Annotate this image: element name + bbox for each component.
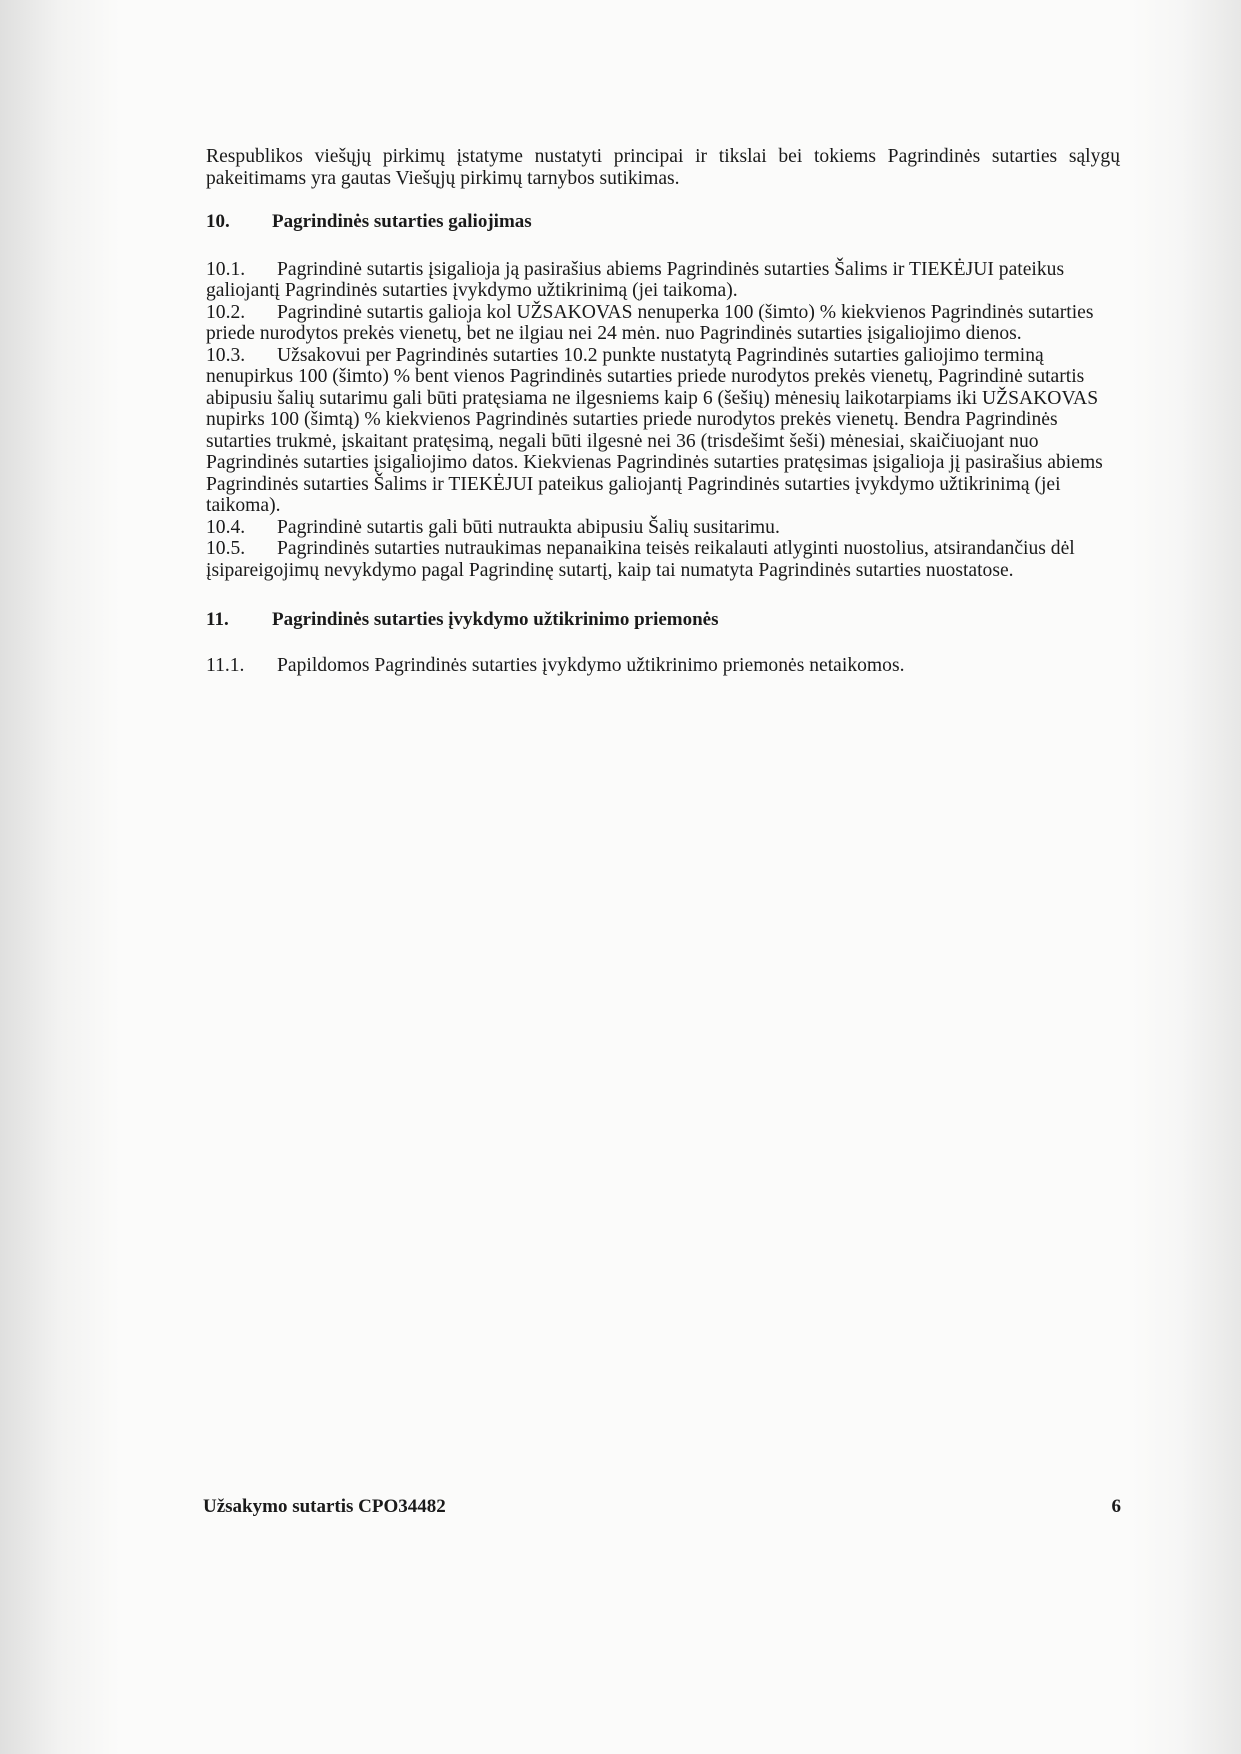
clause-11-1 xyxy=(206,655,1120,677)
clause-text: Pagrindinė sutartis įsigalioja ją pasirašius abiems Pagrindinės sutarties Šalims ir TIEKĖJUI pateikus galiojantį Pagrindinės sutarties įvykdymo užtikrinimą (jei taikoma). xyxy=(206,258,1065,301)
clause-10-5 xyxy=(206,538,1120,581)
section-10-title: Pagrindinės sutarties galiojimas xyxy=(272,211,532,232)
scan-edge-right xyxy=(1131,0,1241,1754)
clause-10-4 xyxy=(206,517,1120,539)
footer-page-number: 6 xyxy=(1111,1496,1121,1517)
document-body xyxy=(206,146,1120,676)
clause-number: 10.5. xyxy=(206,538,246,559)
clause-text: Pagrindinės sutarties nutraukimas nepanaikina teisės reikalauti atlyginti nuostolius, atsirandančius dėl įsipareigojimų nevykdymo pagal Pagrindinę sutartį, kaip tai numatyta Pagrindinės sutarties nuostatose. xyxy=(206,538,1075,581)
clause-text: Užsakovui per Pagrindinės sutarties 10.2 punkte nustatytą Pagrindinės sutarties galiojimo terminą nenupirkus 100 (šimto) % bent vienos Pagrindinės sutarties priede nurodytos prekės vienetų, Pagrindinė sutartis abipusiu šalių sutarimu gali būti pratęsiama ne ilgesniems kaip 6 (šešių) mėnesių laikotarpiams iki UŽSAKOVAS nupirks 100 (šimtą) % kiekvienos Pagrindinės sutarties priede nurodytos prekės vienetų. Bendra Pagrindinės sutarties trukmė, įskaitant pratęsimą, negali būti ilgesnė nei 36 (trisdešimt šeši) mėnesiai, skaičiuojant nuo Pagrindinės sutarties įsigaliojimo datos. Kiekvienas Pagrindinės sutarties pratęsimas įsigalioja jį pasirašius abiems Pagrindinės sutarties Šalims ir TIEKĖJUI pateikus galiojantį Pagrindinės sutarties įvykdymo užtikrinimą (jei taikoma). xyxy=(206,344,1103,516)
clause-number: 11.1. xyxy=(206,654,245,676)
section-11-number: 11. xyxy=(206,609,229,630)
footer-contract-label: Užsakymo sutartis CPO34482 xyxy=(203,1496,446,1517)
scan-edge-left xyxy=(0,0,120,1754)
clause-text: Papildomos Pagrindinės sutarties įvykdymo užtikrinimo priemonės netaikomos. xyxy=(277,654,905,676)
clause-text: Pagrindinė sutartis galioja kol UŽSAKOVAS nenuperka 100 (šimto) % kiekvienos Pagrindinės sutarties priede nurodytos prekės vienetų, bet ne ilgiau nei 24 mėn. nuo Pagrindinės sutarties įsigaliojimo dienos. xyxy=(206,301,1094,344)
clause-number: 10.2. xyxy=(206,301,246,323)
section-11-clauses xyxy=(206,655,1120,677)
clause-number: 10.4. xyxy=(206,516,246,538)
section-10-clauses xyxy=(206,259,1120,582)
clause-number: 10.1. xyxy=(206,258,246,280)
clause-text: Pagrindinė sutartis gali būti nutraukta abipusiu Šalių susitarimu. xyxy=(277,516,780,538)
intro-paragraph: Respublikos viešųjų pirkimų įstatyme nustatyti principai ir tikslai bei tokiems Pagrindinės sutarties sąlygų pakeitimams yra gautas Viešųjų pirkimų tarnybos sutikimas. xyxy=(206,146,1120,189)
section-11-heading xyxy=(206,609,1120,631)
clause-10-1 xyxy=(206,259,1120,302)
clause-number: 10.3. xyxy=(206,344,246,366)
clause-10-2 xyxy=(206,302,1120,345)
section-10-heading xyxy=(206,211,1120,233)
clause-10-3 xyxy=(206,345,1120,517)
section-11-title: Pagrindinės sutarties įvykdymo užtikrinimo priemonės xyxy=(272,609,719,630)
page-footer xyxy=(203,1496,1121,1518)
section-10-number: 10. xyxy=(206,211,230,232)
